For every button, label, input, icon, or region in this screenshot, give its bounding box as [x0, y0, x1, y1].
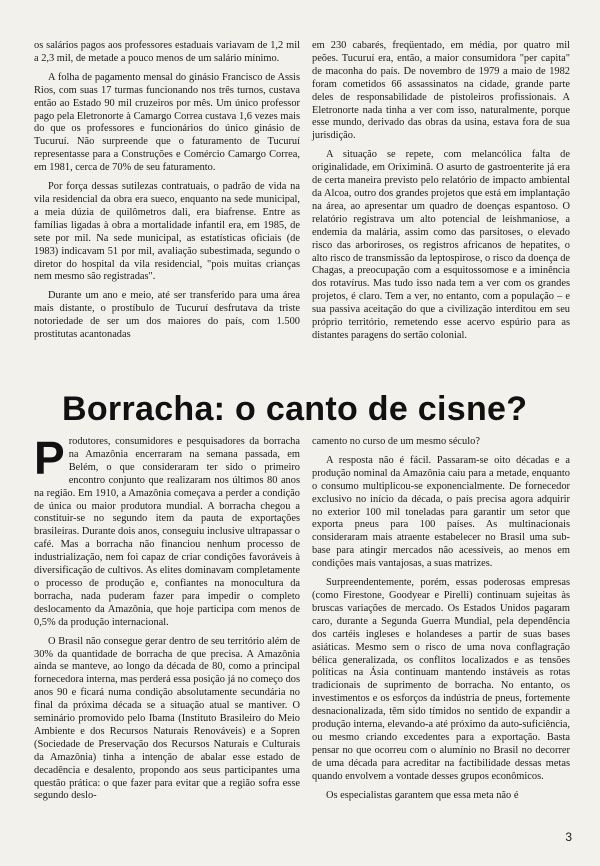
drop-cap: P: [34, 432, 65, 484]
bottom-left-column: [34, 432, 301, 809]
paragraph: Durante um ano e meio, até ser transferido para uma área mais distante, o prostíbulo de Tucuruí desfrutava da triste notoriedade de ser um dos maiores do país, com 1.500 prostitutas acantonadas: [34, 290, 300, 341]
paragraph: A situação se repete, com melancólica falta de originalidade, em Oriximinã. O asurto de gastroenterite já era de certa maneira previsto pelo relatório de impacto ambiental da Alcoa, outro dos grandes projetos que está em implantação na área, ao apresentar um quadro de doenças espantoso. O relatório registrava um alto potencial de leishmaniose, a endemia da malária, assim como das parsitoses, o elevado risco das arboriroses, os registros africanos de hepatites, o alto risco de transmissão da leptospirose, o risco da doença de Chagas, a preocupação com a esquitossomose e a iminência dos rotavírus. Mas tudo isso nada tem a ver com os grandes projetos, é claro. Tem a ver, no entanto, com a população – e sua passiva aceitação do que a civilização interditou em seu próprio território, remetendo esse acervo espúrio para as distantes paragens do sertão colonial.: [312, 149, 570, 341]
bottom-right-column: [312, 436, 570, 808]
paragraph: A resposta não é fácil. Passaram-se oito décadas e a produção nominal da Amazônia caiu para a metade, enquanto o consumo multiplicou-se exponencialmente. De fornecedor exclusivo no início da década, o país precisa agora adquirir no exterior 100 mil toneladas para garantir um setor que exporta pneus para 100 países. As multinacionais consideraram mais atraente estabelecer no Brasil uma sub-base para atingir mercados não acessíveis, ao menos em condições mais vantajosas, a suas matrizes.: [312, 454, 570, 570]
paragraph: camento no curso de um mesmo século?: [312, 436, 480, 447]
paragraph: em 230 cabarés, freqüentado, em média, por quatro mil peões. Tucuruí era, então, a maior consumidora "per capita" de maconha do país. De novembro de 1979 a maio de 1982 foram cometidos 66 assassinatos na cidade, grande parte deles de responsabilidade de pistoleiros profissionais. A Eletronorte nada tinha a ver com isso, naturalmente, porque esse mundo, derivado das obras da usina, estava fora de sua jurisdição.: [312, 40, 570, 142]
top-left-column: [34, 40, 300, 348]
paragraph: Por força dessas sutilezas contratuais, o padrão de vida na vila residencial da obra era sueco, enquanto na sede municipal, a meia dúzia de quilômetros dali, era biafrense. Entre as famílias ligadas à obra a mortalidade infantil era, em 1985, de sete por mil. Na sede municipal, as estatísticas oficiais (de 1983) indicavam 51 por mil, avaliação subestimada, segundo o diretor do hospital da vila residencial, "pois muitas crianças nem mesmo são registradas".: [34, 181, 300, 283]
paragraph: Os especialistas garantem que essa meta não é: [326, 789, 519, 801]
page-number: 3: [565, 830, 572, 844]
paragraph: os salários pagos aos professores estaduais variavam de 1,2 mil a 2,3 mil, de metade a pouco menos de um salário mínimo.: [34, 40, 300, 64]
top-right-column: [312, 40, 570, 349]
lead-text: rodutores, consumidores e pesquisadores da borracha na Amazônia encerraram na semana passada, em Belém, o que consideraram ter sido o primeiro encontro conjunto que realizaram nos últimos 80 anos na região. Em 1910, a Amazônia começava a perder a condição de única ou maior produtora mundial. A borracha chegou a constituir-se no segundo item da pauta de exportações brasileiras. Durante dois anos, conseguiu inclusive ultrapassar o café. Mas a borracha não financiou nenhum processo de industrialização, nem foi capaz de criar condições favoráveis à diversificação de cultivos. As elites dominavam completamente o processo de produção e, confiantes na monocultura da borracha, nada puderam fazer para impedir o completo deslocamento da Amazônia, que hoje participa com menos de 0,5% da produção internacional.: [34, 436, 300, 628]
paragraph: O Brasil não consegue gerar dentro de seu território além de 30% da quantidade de borracha de que precisa. A Amazônia ainda se manteve, ao longo da década de 80, como a principal fornecedora interna, mas perderá essa posição já no começo dos anos 90 e ficará numa condição absolutamente secundária no final da próxima década se a situação atual se mantiver. O seminário promovido pelo Ibama (Instituto Brasileiro do Meio Ambiente e dos Recursos Naturais Renováveis) e a Sopren (Sociedade de Preservação dos Recursos Naturais e Culturais da Amazônia) tinha a intenção de abalar esse estado de decadência e desalento, propondo aos seus participantes uma questão prática: o que fazer para evitar que a região sofra esse segundo deslo-: [34, 635, 301, 802]
paragraph: A folha de pagamento mensal do ginásio Francisco de Assis Rios, com suas 17 turmas funcionando nos três turnos, custava então ao Estado 90 mil cruzeiros por mês. Um único professor pago pela Eletronorte à Camargo Correa custava 1,6 vezes mais do que os professores e funcionários do único ginásio de Tucuruí. Não surpreende que o faturamento de Tucuruí representasse para a Construções e Comércio Camargo Correa, em 1981, cerca de 70% de seu faturamento.: [34, 71, 300, 174]
paragraph: Surpreendentemente, porém, essas poderosas empresas (como Firestone, Goodyear e Pirelli) continuam sujeitas às bruscas variações de mercado. Os Estados Unidos pagaram caro, durante a Segunda Guerra Mundial, pela dependência dos cartéis ingleses e holandeses a partir de suas bases asiáticas. Mesmo sem o risco de uma nova conflagração bélica generalizada, os conflitos localizados e as tensões políticas na Ásia continuam mantendo instáveis as rotas tradicionais de suprimento de borracha. No entanto, os investimentos e os esforços da indústria de pneus, fortemente desnacionalizada, têm sido tímidos no sentido de expandir a produção interna, elevando-a até próximo da auto-suficiência, ou mesmo criando excedentes para a exportação. Basta pensar no que ocorreu com o alumínio no Brasil no decorrer de uma década para acreditar na factibilidade dessas metas quando envolvem a vontade desses grupos econômicos.: [312, 577, 570, 782]
article-headline: Borracha: o canto de cisne?: [62, 390, 528, 428]
lead-paragraph: [34, 432, 300, 630]
